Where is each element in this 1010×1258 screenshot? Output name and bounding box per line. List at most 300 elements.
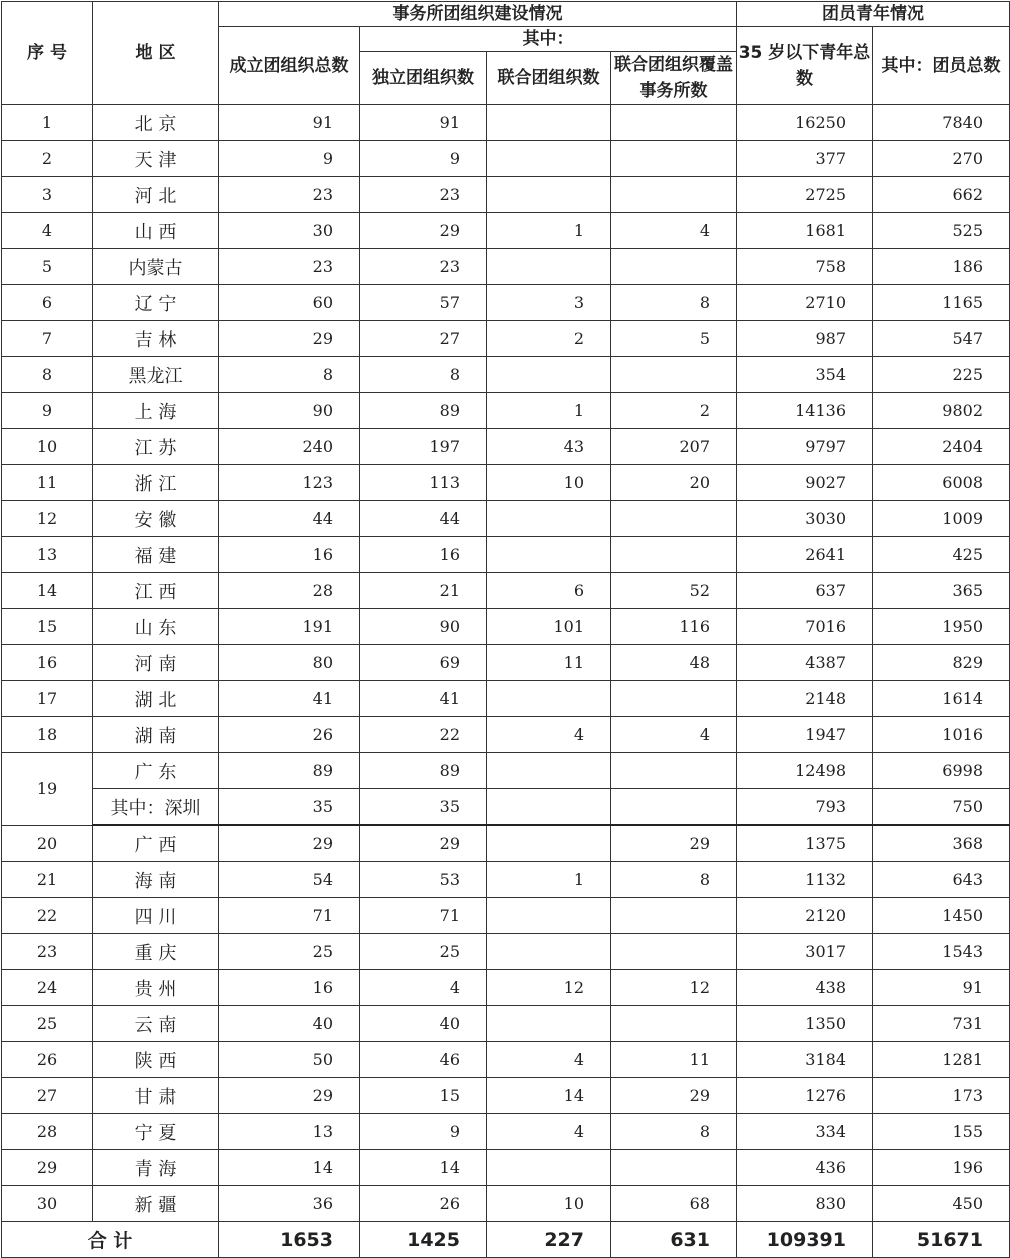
- cover-cell: 8: [611, 862, 737, 898]
- independent-cell: 9: [360, 1114, 487, 1150]
- joint-cell: [487, 105, 611, 141]
- members-cell: 1614: [873, 681, 1010, 717]
- cover-cell: [611, 789, 737, 826]
- total-orgs-cell: 9: [219, 141, 360, 177]
- region-cell: 广 东: [93, 753, 219, 789]
- joint-cell: [487, 357, 611, 393]
- total-orgs-cell: 8: [219, 357, 360, 393]
- members-cell: 731: [873, 1006, 1010, 1042]
- header-members-total: 其中：团员总数: [873, 27, 1010, 105]
- youth-cell: 987: [737, 321, 873, 357]
- region-cell: 贵 州: [93, 970, 219, 1006]
- independent-cell: 23: [360, 177, 487, 213]
- youth-cell: 1276: [737, 1078, 873, 1114]
- members-cell: 6998: [873, 753, 1010, 789]
- independent-cell: 71: [360, 898, 487, 934]
- members-cell: 368: [873, 825, 1010, 862]
- header-joint-cover: 联合团组织覆盖事务所数: [611, 52, 737, 105]
- seq-cell: 20: [2, 825, 93, 862]
- total-orgs-cell: 13: [219, 1114, 360, 1150]
- seq-cell: 4: [2, 213, 93, 249]
- members-cell: 2404: [873, 429, 1010, 465]
- independent-cell: 40: [360, 1006, 487, 1042]
- total-orgs-cell: 50: [219, 1042, 360, 1078]
- members-cell: 547: [873, 321, 1010, 357]
- seq-cell: 6: [2, 285, 93, 321]
- table-row: [2, 429, 1010, 465]
- statistics-table: [1, 1, 1010, 1258]
- youth-cell: 12498: [737, 753, 873, 789]
- seq-cell: 16: [2, 645, 93, 681]
- cover-cell: [611, 177, 737, 213]
- joint-cell: [487, 1006, 611, 1042]
- seq-cell: 5: [2, 249, 93, 285]
- cover-cell: 12: [611, 970, 737, 1006]
- members-cell: 1950: [873, 609, 1010, 645]
- independent-cell: 35: [360, 789, 487, 826]
- joint-cell: 14: [487, 1078, 611, 1114]
- members-cell: 365: [873, 573, 1010, 609]
- youth-cell: 1375: [737, 825, 873, 862]
- joint-cell: 4: [487, 717, 611, 753]
- header-youth-total: 35 岁以下青年总数: [737, 27, 873, 105]
- total-independent-cell: 1425: [360, 1222, 487, 1258]
- cover-cell: [611, 681, 737, 717]
- seq-cell: 30: [2, 1186, 93, 1222]
- region-cell: 其中：深圳: [93, 789, 219, 826]
- total-cover-cell: 631: [611, 1222, 737, 1258]
- independent-cell: 14: [360, 1150, 487, 1186]
- table-row: [2, 105, 1010, 141]
- independent-cell: 29: [360, 825, 487, 862]
- total-orgs-cell: 14: [219, 1150, 360, 1186]
- total-joint-cell: 227: [487, 1222, 611, 1258]
- youth-cell: 9797: [737, 429, 873, 465]
- table-row: [2, 321, 1010, 357]
- total-orgs-cell: 29: [219, 1078, 360, 1114]
- youth-cell: 9027: [737, 465, 873, 501]
- members-cell: 425: [873, 537, 1010, 573]
- region-cell: 新 疆: [93, 1186, 219, 1222]
- seq-cell: 2: [2, 141, 93, 177]
- region-cell: 江 苏: [93, 429, 219, 465]
- joint-cell: 2: [487, 321, 611, 357]
- seq-cell: 19: [2, 753, 93, 826]
- cover-cell: [611, 141, 737, 177]
- table-row: [2, 717, 1010, 753]
- joint-cell: 4: [487, 1042, 611, 1078]
- table-row: [2, 934, 1010, 970]
- total-orgs-cell: 1653: [219, 1222, 360, 1258]
- youth-cell: 334: [737, 1114, 873, 1150]
- cover-cell: [611, 537, 737, 573]
- members-cell: 1450: [873, 898, 1010, 934]
- joint-cell: 1: [487, 862, 611, 898]
- table-row: [2, 141, 1010, 177]
- cover-cell: 68: [611, 1186, 737, 1222]
- members-cell: 1165: [873, 285, 1010, 321]
- youth-cell: 2725: [737, 177, 873, 213]
- seq-cell: 25: [2, 1006, 93, 1042]
- seq-cell: 15: [2, 609, 93, 645]
- joint-cell: 3: [487, 285, 611, 321]
- members-cell: 225: [873, 357, 1010, 393]
- seq-cell: 9: [2, 393, 93, 429]
- independent-cell: 16: [360, 537, 487, 573]
- region-cell: 天 津: [93, 141, 219, 177]
- independent-cell: 23: [360, 249, 487, 285]
- cover-cell: 4: [611, 717, 737, 753]
- total-orgs-cell: 40: [219, 1006, 360, 1042]
- total-row: [2, 1222, 1010, 1258]
- youth-cell: 1132: [737, 862, 873, 898]
- independent-cell: 29: [360, 213, 487, 249]
- table-row: [2, 1042, 1010, 1078]
- table-row: [2, 789, 1010, 826]
- members-cell: 91: [873, 970, 1010, 1006]
- region-cell: 云 南: [93, 1006, 219, 1042]
- total-orgs-cell: 54: [219, 862, 360, 898]
- cover-cell: 8: [611, 1114, 737, 1150]
- cover-cell: [611, 753, 737, 789]
- cover-cell: 29: [611, 1078, 737, 1114]
- independent-cell: 15: [360, 1078, 487, 1114]
- cover-cell: [611, 501, 737, 537]
- total-orgs-cell: 90: [219, 393, 360, 429]
- header-member-group: 团员青年情况: [737, 2, 1010, 27]
- youth-cell: 3017: [737, 934, 873, 970]
- total-orgs-cell: 44: [219, 501, 360, 537]
- table-row: [2, 609, 1010, 645]
- region-cell: 陕 西: [93, 1042, 219, 1078]
- table-row: [2, 862, 1010, 898]
- joint-cell: [487, 753, 611, 789]
- seq-cell: 8: [2, 357, 93, 393]
- region-cell: 山 东: [93, 609, 219, 645]
- youth-cell: 377: [737, 141, 873, 177]
- youth-cell: 3030: [737, 501, 873, 537]
- table-row: [2, 898, 1010, 934]
- total-members-cell: 51671: [873, 1222, 1010, 1258]
- cover-cell: [611, 357, 737, 393]
- seq-cell: 13: [2, 537, 93, 573]
- total-orgs-cell: 89: [219, 753, 360, 789]
- youth-cell: 830: [737, 1186, 873, 1222]
- table-row: [2, 1186, 1010, 1222]
- members-cell: 750: [873, 789, 1010, 826]
- header-total-orgs: 成立团组织总数: [219, 27, 360, 105]
- region-cell: 青 海: [93, 1150, 219, 1186]
- total-label: 合 计: [2, 1222, 219, 1258]
- table-row: [2, 1006, 1010, 1042]
- youth-cell: 758: [737, 249, 873, 285]
- independent-cell: 91: [360, 105, 487, 141]
- youth-cell: 2120: [737, 898, 873, 934]
- joint-cell: 10: [487, 465, 611, 501]
- total-orgs-cell: 80: [219, 645, 360, 681]
- independent-cell: 53: [360, 862, 487, 898]
- table-row: [2, 1078, 1010, 1114]
- joint-cell: [487, 898, 611, 934]
- total-orgs-cell: 91: [219, 105, 360, 141]
- joint-cell: 6: [487, 573, 611, 609]
- cover-cell: 11: [611, 1042, 737, 1078]
- total-orgs-cell: 25: [219, 934, 360, 970]
- joint-cell: 101: [487, 609, 611, 645]
- region-cell: 海 南: [93, 862, 219, 898]
- region-cell: 内蒙古: [93, 249, 219, 285]
- region-cell: 吉 林: [93, 321, 219, 357]
- independent-cell: 22: [360, 717, 487, 753]
- total-orgs-cell: 123: [219, 465, 360, 501]
- members-cell: 643: [873, 862, 1010, 898]
- members-cell: 1016: [873, 717, 1010, 753]
- total-orgs-cell: 28: [219, 573, 360, 609]
- table-row: [2, 465, 1010, 501]
- table-row: [2, 645, 1010, 681]
- members-cell: 7840: [873, 105, 1010, 141]
- seq-cell: 27: [2, 1078, 93, 1114]
- table-footer: [2, 1222, 1010, 1258]
- joint-cell: [487, 1150, 611, 1186]
- youth-cell: 1947: [737, 717, 873, 753]
- cover-cell: 20: [611, 465, 737, 501]
- table-row: [2, 357, 1010, 393]
- seq-cell: 28: [2, 1114, 93, 1150]
- joint-cell: 1: [487, 213, 611, 249]
- youth-cell: 1350: [737, 1006, 873, 1042]
- table-row: [2, 753, 1010, 789]
- seq-cell: 12: [2, 501, 93, 537]
- region-cell: 湖 北: [93, 681, 219, 717]
- members-cell: 9802: [873, 393, 1010, 429]
- independent-cell: 4: [360, 970, 487, 1006]
- youth-cell: 2641: [737, 537, 873, 573]
- joint-cell: [487, 537, 611, 573]
- cover-cell: 116: [611, 609, 737, 645]
- joint-cell: [487, 934, 611, 970]
- seq-cell: 26: [2, 1042, 93, 1078]
- header-org-group: 事务所团组织建设情况: [219, 2, 737, 27]
- seq-cell: 1: [2, 105, 93, 141]
- table-row: [2, 285, 1010, 321]
- region-cell: 湖 南: [93, 717, 219, 753]
- total-orgs-cell: 71: [219, 898, 360, 934]
- total-orgs-cell: 60: [219, 285, 360, 321]
- table-row: [2, 537, 1010, 573]
- independent-cell: 25: [360, 934, 487, 970]
- seq-cell: 11: [2, 465, 93, 501]
- table-row: [2, 573, 1010, 609]
- independent-cell: 113: [360, 465, 487, 501]
- table-row: [2, 501, 1010, 537]
- seq-cell: 24: [2, 970, 93, 1006]
- seq-cell: 7: [2, 321, 93, 357]
- joint-cell: 4: [487, 1114, 611, 1150]
- independent-cell: 8: [360, 357, 487, 393]
- region-cell: 黑龙江: [93, 357, 219, 393]
- table-body: [2, 105, 1010, 1222]
- cover-cell: [611, 249, 737, 285]
- header-joint: 联合团组织数: [487, 52, 611, 105]
- table-row: [2, 1150, 1010, 1186]
- total-orgs-cell: 16: [219, 970, 360, 1006]
- joint-cell: 10: [487, 1186, 611, 1222]
- cover-cell: 207: [611, 429, 737, 465]
- independent-cell: 21: [360, 573, 487, 609]
- youth-cell: 14136: [737, 393, 873, 429]
- cover-cell: [611, 898, 737, 934]
- independent-cell: 26: [360, 1186, 487, 1222]
- cover-cell: 4: [611, 213, 737, 249]
- joint-cell: 12: [487, 970, 611, 1006]
- members-cell: 155: [873, 1114, 1010, 1150]
- total-youth-cell: 109391: [737, 1222, 873, 1258]
- youth-cell: 3184: [737, 1042, 873, 1078]
- total-orgs-cell: 23: [219, 177, 360, 213]
- total-orgs-cell: 30: [219, 213, 360, 249]
- members-cell: 173: [873, 1078, 1010, 1114]
- header-region: 地 区: [93, 2, 219, 105]
- region-cell: 浙 江: [93, 465, 219, 501]
- youth-cell: 16250: [737, 105, 873, 141]
- table-row: [2, 681, 1010, 717]
- table-header: [2, 2, 1010, 105]
- members-cell: 662: [873, 177, 1010, 213]
- region-cell: 山 西: [93, 213, 219, 249]
- cover-cell: 5: [611, 321, 737, 357]
- youth-cell: 1681: [737, 213, 873, 249]
- region-cell: 四 川: [93, 898, 219, 934]
- cover-cell: [611, 1006, 737, 1042]
- total-orgs-cell: 26: [219, 717, 360, 753]
- total-orgs-cell: 36: [219, 1186, 360, 1222]
- cover-cell: 48: [611, 645, 737, 681]
- seq-cell: 10: [2, 429, 93, 465]
- members-cell: 450: [873, 1186, 1010, 1222]
- total-orgs-cell: 29: [219, 825, 360, 862]
- table-row: [2, 393, 1010, 429]
- members-cell: 6008: [873, 465, 1010, 501]
- joint-cell: [487, 501, 611, 537]
- header-independent: 独立团组织数: [360, 52, 487, 105]
- region-cell: 河 南: [93, 645, 219, 681]
- region-cell: 广 西: [93, 825, 219, 862]
- youth-cell: 354: [737, 357, 873, 393]
- youth-cell: 2710: [737, 285, 873, 321]
- joint-cell: [487, 141, 611, 177]
- region-cell: 安 徽: [93, 501, 219, 537]
- table-row: [2, 825, 1010, 862]
- members-cell: 1543: [873, 934, 1010, 970]
- table-row: [2, 213, 1010, 249]
- seq-cell: 22: [2, 898, 93, 934]
- seq-cell: 14: [2, 573, 93, 609]
- members-cell: 196: [873, 1150, 1010, 1186]
- total-orgs-cell: 23: [219, 249, 360, 285]
- total-orgs-cell: 29: [219, 321, 360, 357]
- seq-cell: 21: [2, 862, 93, 898]
- members-cell: 1281: [873, 1042, 1010, 1078]
- region-cell: 北 京: [93, 105, 219, 141]
- seq-cell: 17: [2, 681, 93, 717]
- youth-cell: 793: [737, 789, 873, 826]
- seq-cell: 29: [2, 1150, 93, 1186]
- cover-cell: [611, 934, 737, 970]
- members-cell: 829: [873, 645, 1010, 681]
- header-of-which: 其中：: [360, 27, 737, 52]
- cover-cell: 2: [611, 393, 737, 429]
- joint-cell: 1: [487, 393, 611, 429]
- independent-cell: 57: [360, 285, 487, 321]
- cover-cell: [611, 105, 737, 141]
- youth-cell: 436: [737, 1150, 873, 1186]
- cover-cell: 29: [611, 825, 737, 862]
- youth-cell: 4387: [737, 645, 873, 681]
- youth-cell: 637: [737, 573, 873, 609]
- independent-cell: 27: [360, 321, 487, 357]
- cover-cell: 52: [611, 573, 737, 609]
- seq-cell: 3: [2, 177, 93, 213]
- region-cell: 上 海: [93, 393, 219, 429]
- members-cell: 525: [873, 213, 1010, 249]
- members-cell: 186: [873, 249, 1010, 285]
- region-cell: 重 庆: [93, 934, 219, 970]
- total-orgs-cell: 41: [219, 681, 360, 717]
- joint-cell: 11: [487, 645, 611, 681]
- independent-cell: 9: [360, 141, 487, 177]
- region-cell: 河 北: [93, 177, 219, 213]
- table-row: [2, 249, 1010, 285]
- total-orgs-cell: 240: [219, 429, 360, 465]
- seq-cell: 18: [2, 717, 93, 753]
- youth-cell: 2148: [737, 681, 873, 717]
- independent-cell: 44: [360, 501, 487, 537]
- joint-cell: [487, 825, 611, 862]
- seq-cell: 23: [2, 934, 93, 970]
- total-orgs-cell: 191: [219, 609, 360, 645]
- independent-cell: 90: [360, 609, 487, 645]
- independent-cell: 89: [360, 393, 487, 429]
- cover-cell: [611, 1150, 737, 1186]
- cover-cell: 8: [611, 285, 737, 321]
- joint-cell: [487, 681, 611, 717]
- independent-cell: 46: [360, 1042, 487, 1078]
- table-row: [2, 177, 1010, 213]
- total-orgs-cell: 35: [219, 789, 360, 826]
- joint-cell: [487, 789, 611, 826]
- members-cell: 270: [873, 141, 1010, 177]
- independent-cell: 41: [360, 681, 487, 717]
- region-cell: 辽 宁: [93, 285, 219, 321]
- youth-cell: 438: [737, 970, 873, 1006]
- total-orgs-cell: 16: [219, 537, 360, 573]
- joint-cell: [487, 249, 611, 285]
- region-cell: 宁 夏: [93, 1114, 219, 1150]
- table-row: [2, 970, 1010, 1006]
- joint-cell: 43: [487, 429, 611, 465]
- independent-cell: 197: [360, 429, 487, 465]
- youth-cell: 7016: [737, 609, 873, 645]
- independent-cell: 89: [360, 753, 487, 789]
- joint-cell: [487, 177, 611, 213]
- region-cell: 福 建: [93, 537, 219, 573]
- members-cell: 1009: [873, 501, 1010, 537]
- table-row: [2, 1114, 1010, 1150]
- region-cell: 甘 肃: [93, 1078, 219, 1114]
- region-cell: 江 西: [93, 573, 219, 609]
- independent-cell: 69: [360, 645, 487, 681]
